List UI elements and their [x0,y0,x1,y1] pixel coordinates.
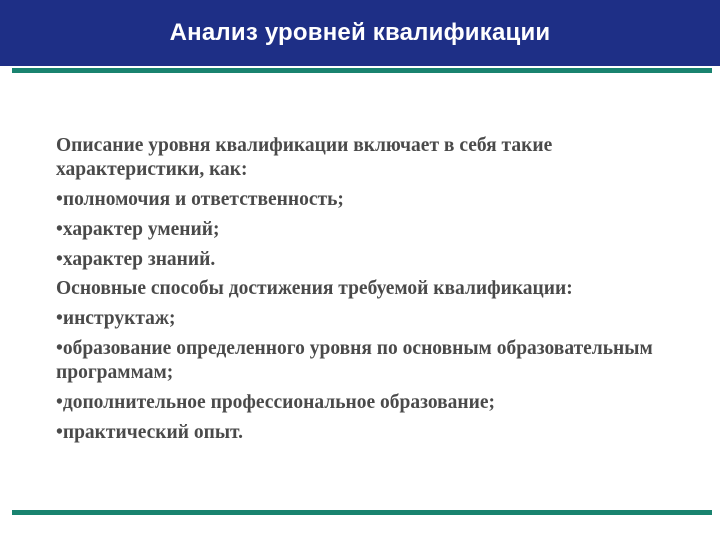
top-divider-stripe [12,68,712,73]
bullet-icon: • [56,189,63,210]
list-item [56,248,656,272]
bullet-icon: • [56,338,63,359]
bullet-icon: • [56,219,63,240]
list-item [56,188,656,212]
list-item-text: полномочия и ответственность; [62,189,344,210]
slide-content [56,134,656,445]
list-item-text: характер умений; [62,219,220,240]
slide-title: Анализ уровней квалификации [169,19,551,46]
title-bar [0,0,720,66]
list-item-text: образование определенного уровня по основным образовательным программам; [56,338,653,383]
bullet-icon: • [56,308,63,329]
intro-paragraph: Описание уровня квалификации включает в себя такие характеристики, как: [56,135,553,180]
list-item [56,421,656,445]
list-item-text: характер знаний. [62,249,216,270]
list-item-text: дополнительное профессиональное образование; [62,392,495,413]
bullet-icon: • [56,422,63,443]
list-item [56,391,656,415]
second-heading: Основные способы достижения требуемой квалификации: [56,278,573,299]
list-item [56,337,656,385]
list-item-text: инструктаж; [62,308,176,329]
list-item [56,218,656,242]
list-item [56,307,656,331]
bullet-icon: • [56,249,63,270]
list-item-text: практический опыт. [62,422,244,443]
bullet-icon: • [56,392,63,413]
bottom-divider-stripe [12,510,712,515]
